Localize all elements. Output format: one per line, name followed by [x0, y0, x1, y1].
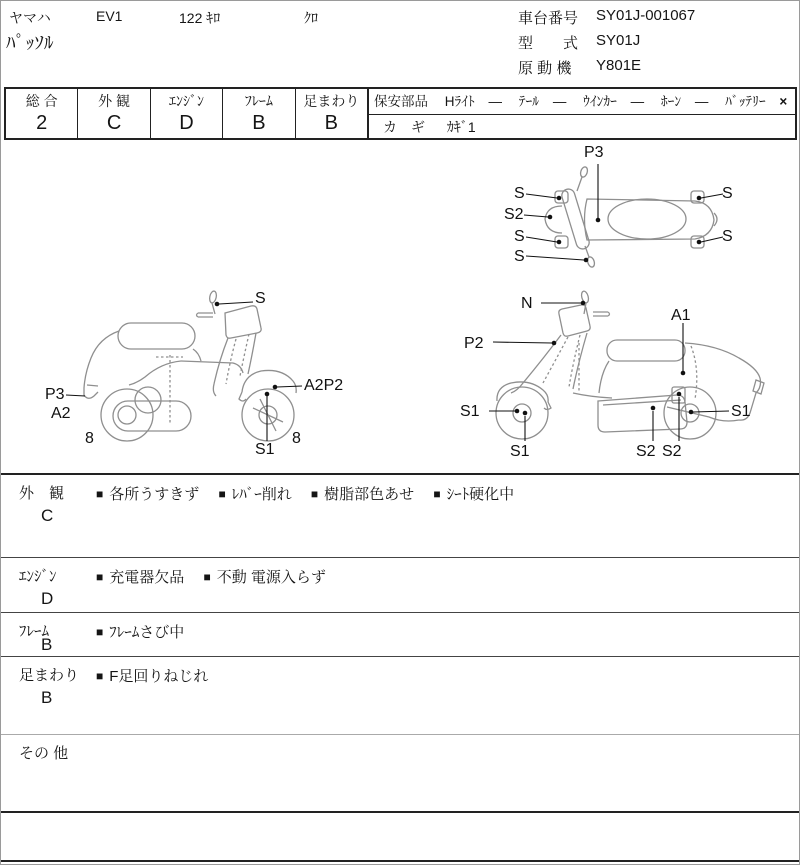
grade-table [4, 87, 369, 140]
section-grade: B [41, 635, 53, 654]
square-bullet-icon: ■ [203, 570, 211, 584]
damage-label: S [722, 228, 733, 245]
damage-label: S [514, 248, 525, 265]
safety-parts-title: 保安部品 [374, 94, 428, 109]
taillight-status: — [552, 94, 567, 109]
horn-label: ﾎｰﾝ [660, 94, 682, 109]
damage-label: S1 [731, 403, 751, 420]
section-items [96, 621, 199, 642]
key-row [369, 115, 795, 139]
horn-status: — [694, 94, 709, 109]
battery-status: × [779, 94, 788, 109]
grade-value: C [106, 112, 122, 134]
grade-cell-exterior [78, 89, 150, 138]
model-code: EV1 [96, 8, 123, 24]
damage-label: S [514, 228, 525, 245]
defect-item: ■ 樹脂部色あせ [310, 486, 415, 503]
taillight-label: ﾃｰﾙ [518, 94, 540, 109]
grade-value: B [324, 112, 338, 134]
mileage-value: 122 ｷﾛ [179, 10, 221, 26]
headlight-label: Hﾗｲﾄ [444, 94, 475, 109]
damage-label: S [722, 185, 733, 202]
section-grade: B [41, 688, 53, 707]
section-label: 外 観 [19, 485, 65, 502]
grade-label: 足まわり [303, 93, 360, 109]
damage-label: P3 [584, 144, 604, 161]
type-label: 型 式 [518, 35, 579, 52]
key-label: カ ギ [383, 119, 425, 135]
section-undercarriage [1, 656, 799, 734]
damage-label: N [521, 295, 533, 312]
defect-item: ■ ｼｰﾄ硬化中 [433, 486, 515, 503]
square-bullet-icon: ■ [96, 625, 104, 639]
section-label: その 他 [19, 745, 69, 762]
damage-label: A1 [671, 307, 691, 324]
grade-cell-frame [223, 89, 295, 138]
defect-item: ■ ﾚﾊﾞｰ削れ [218, 486, 292, 503]
maker-name: ヤマハ [9, 10, 51, 26]
grade-label: ｴﾝｼﾞﾝ [169, 93, 205, 109]
damage-label: P3 [45, 386, 65, 403]
grade-cell-overall [6, 89, 78, 138]
chassis-value: SY01J-001067 [596, 7, 696, 24]
section-notes-empty [1, 811, 799, 862]
square-bullet-icon: ■ [96, 487, 104, 501]
section-engine [1, 557, 799, 612]
defect-item: ■ ﾌﾚｰﾑさび中 [96, 624, 185, 641]
damage-label: S [514, 185, 525, 202]
grade-value: D [179, 112, 194, 134]
damage-label: 8 [292, 430, 301, 447]
safety-parts-box [367, 87, 797, 140]
damage-label: S1 [510, 443, 530, 460]
section-label: ｴﾝｼﾞﾝ [19, 568, 57, 585]
section-items [96, 483, 529, 504]
damage-label: S [255, 290, 266, 307]
damage-label: A2 [51, 405, 71, 422]
damage-label: A2P2 [304, 377, 344, 394]
grade-value: 2 [36, 112, 48, 134]
headlight-status: — [488, 94, 503, 109]
damage-label: S2 [636, 443, 656, 460]
square-bullet-icon: ■ [96, 570, 104, 584]
damage-label: S1 [460, 403, 480, 420]
grade-cell-engine [151, 89, 223, 138]
section-frame [1, 612, 799, 656]
safety-parts-row [369, 89, 795, 115]
damage-label: S2 [504, 206, 524, 223]
defect-item: ■ 不動 電源入らず [203, 569, 326, 586]
section-grade: D [41, 589, 54, 608]
grade-value: B [252, 112, 266, 134]
model-name: ﾊﾟｯｿﾙ [6, 33, 54, 54]
defect-item: ■ 各所うすきず [96, 486, 200, 503]
section-grade: C [41, 506, 54, 525]
section-exterior [1, 473, 799, 557]
section-items [96, 665, 223, 686]
square-bullet-icon: ■ [433, 487, 441, 501]
section-label: 足まわり [19, 667, 80, 684]
section-items [96, 566, 341, 587]
damage-label: S2 [662, 443, 682, 460]
grade-label: 総 合 [25, 93, 58, 109]
scooter-left-side-diagram [451, 281, 800, 466]
defect-item: ■ 充電器欠品 [96, 569, 185, 586]
section-label: ﾌﾚｰﾑ [19, 623, 50, 640]
square-bullet-icon: ■ [218, 487, 226, 501]
engine-value: Y801E [596, 57, 642, 74]
scooter-top-view-diagram [496, 143, 796, 278]
key-value: ｶｷﾞ1 [446, 119, 476, 135]
damage-label: P2 [464, 335, 484, 352]
chassis-label: 車台番号 [518, 10, 579, 27]
winker-status: — [630, 94, 645, 109]
damage-label: 8 [85, 430, 94, 447]
engine-label: 原 動 機 [518, 60, 572, 77]
grade-label: 外 観 [98, 93, 131, 109]
type-value: SY01J [596, 32, 641, 49]
damage-label: S1 [255, 441, 275, 458]
section-other [1, 734, 799, 811]
color-value: ｸﾛ [304, 10, 318, 26]
winker-label: ｳｲﾝｶｰ [583, 94, 617, 109]
grade-cell-undercarriage [296, 89, 367, 138]
defect-item: ■ F足回りねじれ [96, 668, 209, 685]
battery-label: ﾊﾞｯﾃﾘｰ [725, 94, 766, 109]
square-bullet-icon: ■ [96, 669, 104, 683]
square-bullet-icon: ■ [310, 487, 319, 501]
grade-label: ﾌﾚｰﾑ [244, 93, 273, 109]
